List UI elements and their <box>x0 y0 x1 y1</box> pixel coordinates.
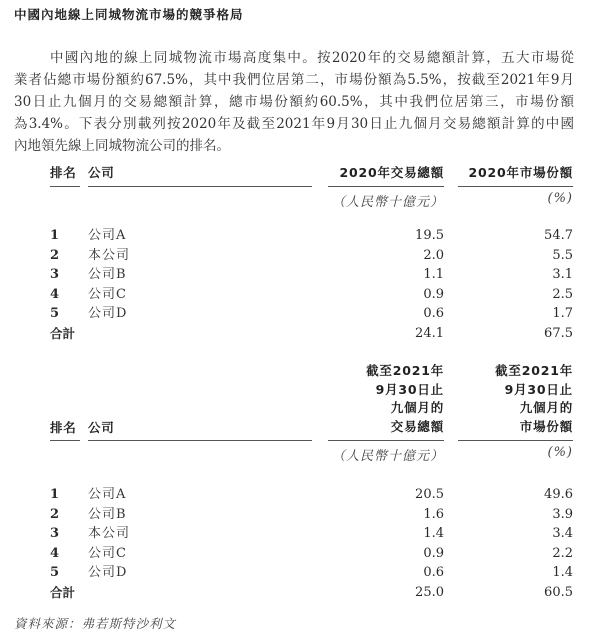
header-line: 九個月的 <box>390 400 444 416</box>
company-cell: 公司B <box>88 506 127 522</box>
company-cell: 公司A <box>88 487 127 502</box>
gmv-cell: 2.0 <box>423 247 444 263</box>
table-row <box>0 246 600 265</box>
share-cell: 54.7 <box>544 228 573 243</box>
unit-gmv: （人民幣十億元） <box>331 449 444 464</box>
header-rule <box>458 440 573 441</box>
header-rule <box>328 186 444 187</box>
header-rank: 排名 <box>50 165 77 180</box>
company-cell: 公司A <box>88 228 127 243</box>
header-rule <box>88 186 312 187</box>
header-line: 截至2021年 <box>366 363 444 378</box>
gmv-cell: 0.9 <box>423 545 444 561</box>
rank-cell: 2 <box>50 247 60 263</box>
gmv-cell: 1.6 <box>423 506 444 522</box>
gmv-cell: 1.1 <box>423 267 444 282</box>
gmv-cell: 1.4 <box>423 526 444 541</box>
company-cell: 公司D <box>88 306 128 321</box>
rank-cell: 3 <box>50 526 60 541</box>
section-title: 中國內地線上同城物流市場的競爭格局 <box>14 7 244 22</box>
company-cell: 本公司 <box>88 247 131 263</box>
rank-cell: 4 <box>50 545 60 561</box>
company-cell: 本公司 <box>88 526 131 541</box>
header-company: 公司 <box>88 420 115 435</box>
header-line: 9月30日止 <box>504 381 573 397</box>
unit-share: (%) <box>547 191 573 206</box>
company-cell: 公司B <box>88 267 127 282</box>
company-cell: 公司D <box>88 565 128 580</box>
table-row <box>0 265 600 284</box>
header-share-2020: 2020年市場份額 <box>468 165 573 180</box>
gmv-cell: 20.5 <box>415 487 444 502</box>
header-rank: 排名 <box>50 420 77 435</box>
share-cell: 2.2 <box>552 545 573 561</box>
gmv-cell: 0.9 <box>423 286 444 302</box>
header-rule <box>328 440 444 441</box>
company-cell: 公司C <box>88 286 127 302</box>
gmv-cell: 0.6 <box>423 565 444 580</box>
header-share-9m2021 <box>495 362 573 437</box>
header-company: 公司 <box>88 165 115 180</box>
share-total: 67.5 <box>544 325 573 341</box>
table-row <box>0 304 600 323</box>
table-row <box>0 226 600 245</box>
header-line: 9月30日止 <box>375 381 444 397</box>
header-rule <box>458 186 573 187</box>
share-cell: 3.9 <box>552 506 573 522</box>
paragraph-line: 內地領先線上同城物流公司的排名。 <box>14 138 230 154</box>
rank-cell: 1 <box>50 487 60 502</box>
table-row <box>0 563 600 582</box>
total-label: 合計 <box>50 325 76 341</box>
unit-share: (%) <box>547 445 573 460</box>
paragraph-line: 中國內地的線上同城物流市場高度集中。按2020年的交易總額計算，五大市場從 <box>50 50 574 66</box>
share-cell: 3.4 <box>552 526 573 541</box>
total-label: 合計 <box>50 584 76 600</box>
rank-cell: 3 <box>50 267 60 282</box>
header-line: 截至2021年 <box>495 363 573 378</box>
share-cell: 3.1 <box>552 267 573 282</box>
table-row <box>0 505 600 524</box>
rank-cell: 2 <box>50 506 60 522</box>
table-total-row <box>0 324 600 343</box>
unit-gmv: （人民幣十億元） <box>331 195 444 210</box>
share-cell: 49.6 <box>544 487 573 502</box>
header-rule <box>50 440 80 441</box>
rank-cell: 1 <box>50 228 60 243</box>
header-rule <box>50 186 80 187</box>
table-total-row <box>0 583 600 602</box>
gmv-total: 25.0 <box>415 584 444 600</box>
gmv-cell: 19.5 <box>415 228 444 243</box>
header-line: 市場份額 <box>519 419 573 435</box>
gmv-cell: 0.6 <box>423 306 444 321</box>
rank-cell: 4 <box>50 286 60 302</box>
table-row <box>0 285 600 304</box>
share-total: 60.5 <box>544 584 573 600</box>
paragraph-line: 30日止九個月的交易總額計算，總市場份額約60.5%，其中我們位居第三，市場份額 <box>14 94 574 110</box>
paragraph-line: 業者佔總市場份額約67.5%，其中我們位居第二，市場份額為5.5%，按截至2021年9月 <box>14 72 574 88</box>
rank-cell: 5 <box>50 306 60 321</box>
rank-cell: 5 <box>50 565 60 580</box>
header-gmv-9m2021 <box>366 362 444 437</box>
intro-paragraph <box>14 47 574 157</box>
paragraph-line: 為3.4%。下表分別載列按2020年及截至2021年9月30日止九個月交易總額計算的中國 <box>14 116 574 132</box>
table-row <box>0 544 600 563</box>
header-rule <box>88 440 312 441</box>
header-gmv-2020: 2020年交易總額 <box>339 165 444 180</box>
source-note: 資料來源：弗若斯特沙利文 <box>14 616 177 631</box>
header-line: 九個月的 <box>519 400 573 416</box>
gmv-total: 24.1 <box>415 325 444 341</box>
company-cell: 公司C <box>88 545 127 561</box>
share-cell: 1.7 <box>552 306 573 321</box>
share-cell: 2.5 <box>552 286 573 302</box>
table-row <box>0 524 600 543</box>
table-row <box>0 485 600 504</box>
share-cell: 5.5 <box>552 247 573 263</box>
header-line: 交易總額 <box>390 419 444 435</box>
share-cell: 1.4 <box>552 565 573 580</box>
